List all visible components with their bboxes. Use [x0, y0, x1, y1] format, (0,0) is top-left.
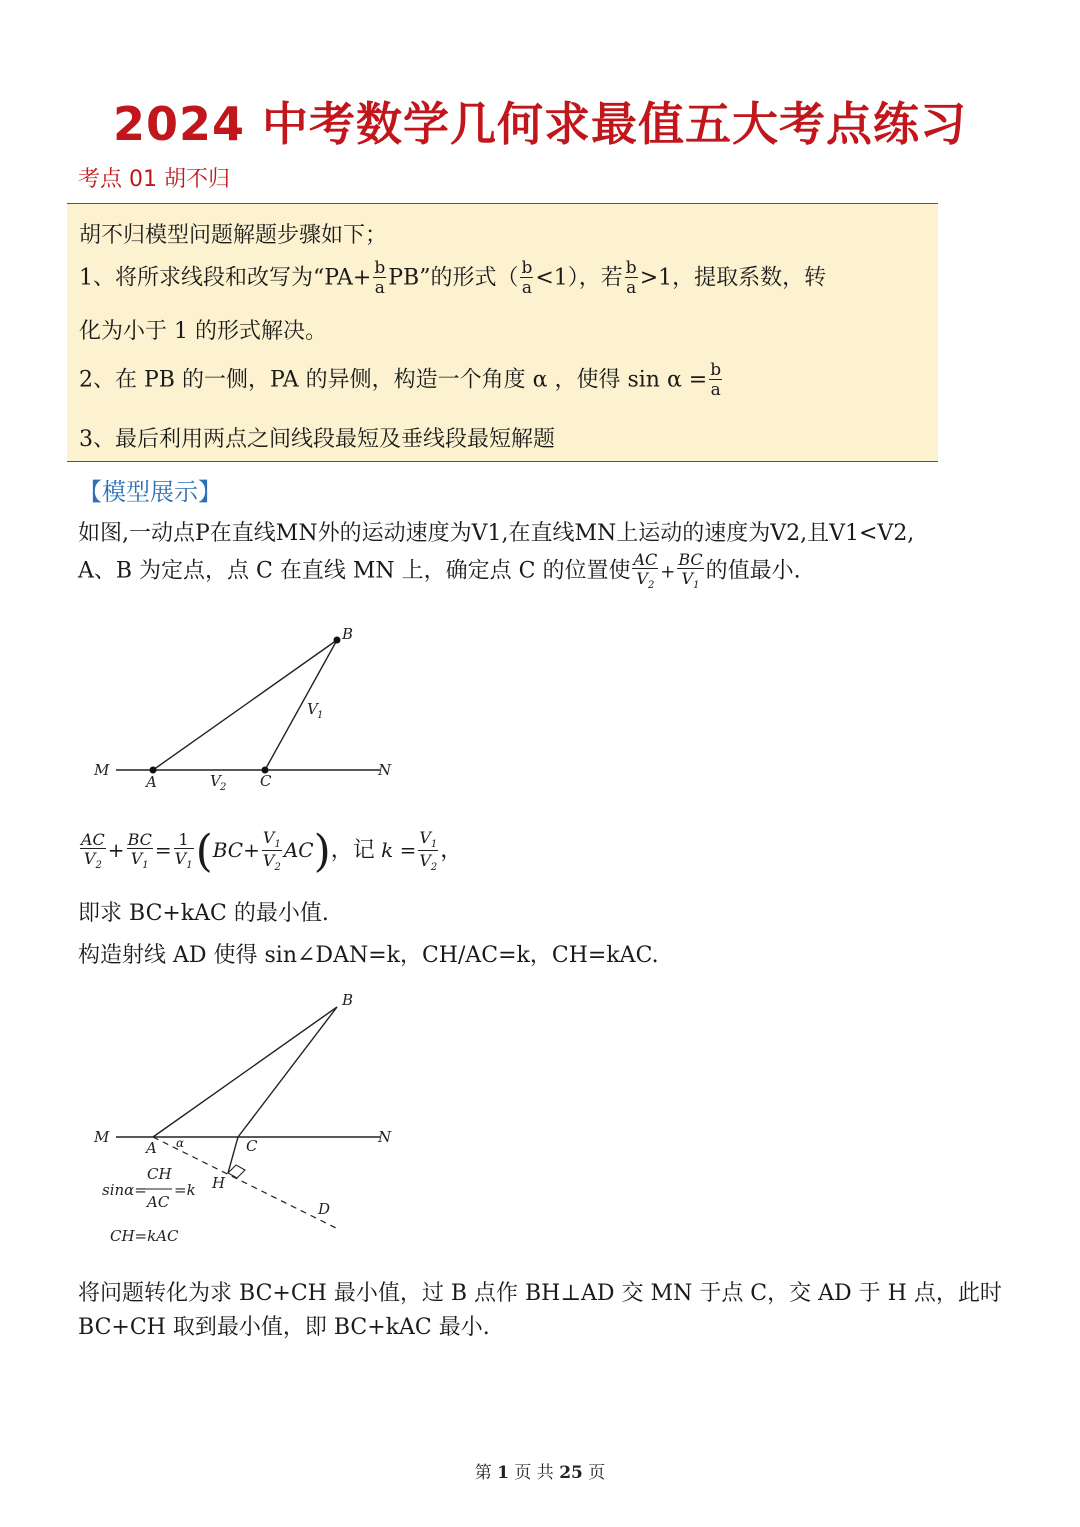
fig2-sin-label: sinα= — [102, 1181, 147, 1199]
steps-box — [67, 203, 938, 462]
model-line-1: 如图,一动点P在直线MN外的运动速度为V1,在直线MN上运动的速度为V2,且V1<V2, — [78, 521, 915, 546]
fig2-label-A: A — [146, 1139, 157, 1157]
label-C: C — [260, 772, 272, 790]
model-line-2-text: A、B 为定点，点 C 在直线 MN 上，确定点 C 的位置使 — [78, 558, 631, 584]
fig2-label-M: M — [94, 1128, 110, 1146]
model-heading: 【模型展示】 — [78, 478, 222, 506]
fig2-ac: AC — [147, 1193, 170, 1211]
fig2-label-C: C — [246, 1137, 258, 1155]
figure-1 — [80, 620, 410, 800]
fig2-label-alpha: α — [176, 1136, 185, 1150]
formula-remember: ，记 — [330, 838, 375, 863]
steps-intro: 胡不归模型问题解题步骤如下； — [79, 223, 388, 248]
text-construct: 构造射线 AD 使得 sin∠DAN=k，CH/AC=k，CH=kAC. — [78, 943, 659, 968]
page-footer: 第 1 页 共 25 页 — [474, 1463, 606, 1483]
fraction-ac-over-v2: $\frac{AC}{V_2}$ — [633, 550, 658, 592]
fraction-b-over-a: $\frac{b}{a}$ — [710, 360, 722, 400]
label-B: B — [342, 625, 354, 643]
step-1-text-d: >1，提取系数，转 — [639, 265, 827, 291]
step-2-line — [79, 362, 724, 399]
model-line-2 — [78, 552, 801, 591]
step-2-text: 2、在 PB 的一侧，PA 的异侧，构造一个角度 α ，使得 sin α = — [79, 367, 708, 393]
step-1-continued: 化为小于 1 的形式解决。 — [79, 319, 327, 344]
fig2-label-B: B — [342, 991, 354, 1009]
page-title: 2024 中考数学几何求最值五大考点练习 — [112, 97, 968, 151]
fraction-b-over-a: $\frac{b}{a}$ — [625, 258, 637, 298]
section-heading: 考点 01 胡不归 — [78, 167, 230, 192]
step-1-line — [79, 260, 826, 297]
label-V2: V — [210, 772, 221, 790]
label-V2-sub: 2 — [220, 782, 227, 793]
figure-2 — [80, 985, 410, 1250]
label-N: N — [378, 761, 392, 779]
conclusion-line-2: BC+CH 取到最小值，即 BC+kAC 最小. — [78, 1315, 490, 1340]
fig2-label-N: N — [378, 1128, 392, 1146]
fraction-b-over-a: $\frac{b}{a}$ — [374, 258, 386, 298]
formula-line: $\frac{AC}{V_2}$ + $\frac{BC}{V_1}$ = $\frac{1}{V_1}$ (BC+ $\frac{V_1}{V_2}$ AC)，记 k = $\frac{V_1}{V_2}$ ， — [81, 826, 463, 877]
fig2-label-H: H — [212, 1174, 226, 1192]
fig2-eq-k: =k — [174, 1181, 196, 1199]
fig2-ch-kac: CH=kAC — [110, 1227, 179, 1245]
label-M: M — [94, 761, 110, 779]
plus-sign: + — [660, 561, 676, 583]
label-A: A — [146, 773, 157, 791]
step-1-text-b: PB”的形式（ — [388, 265, 519, 291]
fig2-label-D: D — [318, 1200, 331, 1218]
step-1-text-a: 1、将所求线段和改写为“PA+ — [79, 265, 372, 291]
step-3-line: 3、最后利用两点之间线段最短及垂线段最短解题 — [79, 427, 555, 452]
fraction-bc-over-v1: $\frac{BC}{V_1}$ — [678, 550, 703, 592]
page-number: 1 — [497, 1463, 509, 1483]
step-1-text-c: <1），若 — [535, 265, 623, 291]
page-total: 25 — [559, 1463, 583, 1483]
fig2-ch: CH — [147, 1165, 172, 1183]
label-V1-sub: 1 — [317, 710, 324, 721]
text-min: 即求 BC+kAC 的最小值. — [78, 901, 329, 926]
conclusion-line-1: 将问题转化为求 BC+CH 最小值，过 B 点作 BH⊥AD 交 MN 于点 C，交 AD 于 H 点，此时 — [78, 1281, 1002, 1306]
fraction-b-over-a: $\frac{b}{a}$ — [521, 258, 533, 298]
model-line-2-end: 的值最小. — [705, 558, 801, 584]
label-V1: V — [307, 700, 318, 718]
